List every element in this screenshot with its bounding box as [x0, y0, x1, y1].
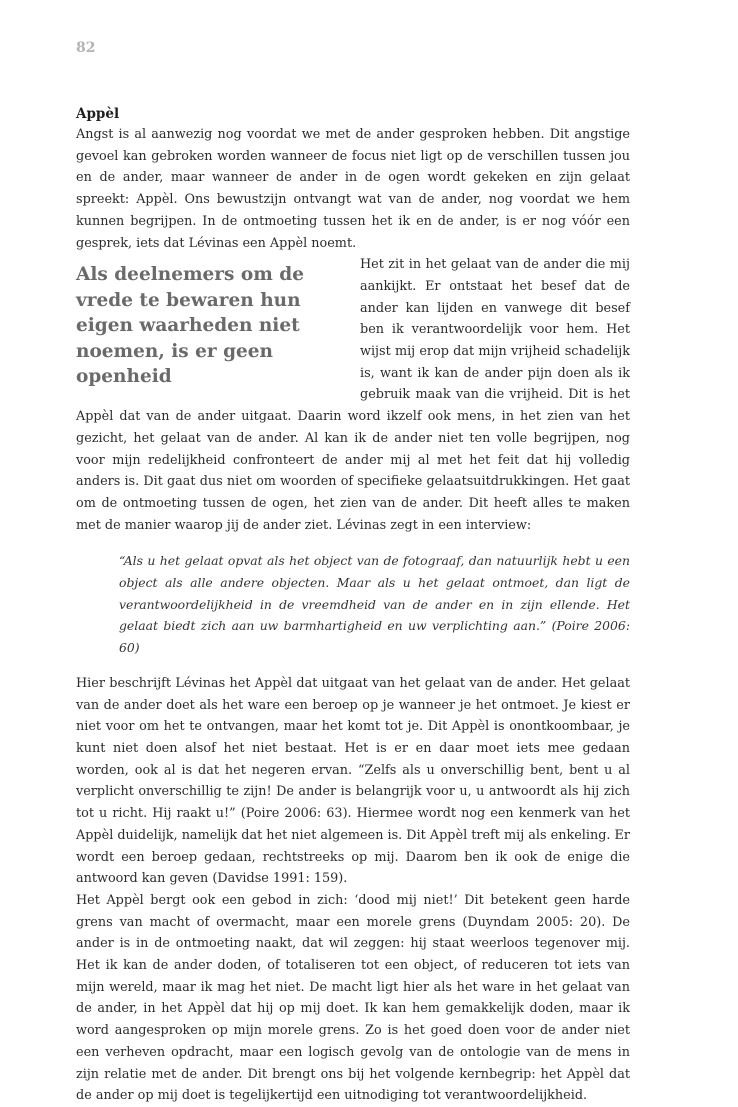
pull-quote: Als deelnemers om de vrede te bewaren hun eigen waarheden niet noemen, is er geen openheid [76, 264, 304, 388]
paragraph-gebod: Het Appèl bergt ook een gebod in zich: ‘dood mij niet!’ Dit betekent geen harde grens van macht of overmacht, maar een morele grens (Duyndam 2005: 20). De ander is in de ontmoeting naakt, dat wil zeggen: hij staat weerloos tegenover mij. Het ik kan de ander doden, of totaliseren tot een object, of reduceren tot iets van mijn wereld, maar ik mag het niet. De macht ligt hier als het ware in het gelaat van de ander, in het Appèl dat hij op mij doet. Ik kan hem gemakkelijk doden, maar ik word aangesproken op mijn morele grens. Zo is het goed doen voor de ander niet een verheven opdracht, maar een logisch gevolg van de ontologie van de mens in zijn relatie met de ander. Dit brengt ons bij het volgende kernbegrip: het Appèl dat de ander op mij doet is tegelijkertijd een uitnodiging tot verantwoordelijkheid. [76, 892, 630, 1104]
interview-quote: “Als u het gelaat opvat als het object van de fotograaf, dan natuurlijk hebt u een object als alle andere objecten. Maar als u het gelaat ontmoet, dan ligt de verantwoordelijkheid in de vreemdheid van de ander en in zijn ellende. Het gelaat biedt zich aan uw barmhartigheid en uw verplichting aan.” (Poire 2006: 60) [119, 553, 630, 656]
pull-quote-block [76, 254, 630, 536]
paragraph-appel-description: Hier beschrijft Lévinas het Appèl dat uitgaat van het gelaat van de ander. Het gelaat van de ander doet als het ware een beroep op je wanneer je het ontmoet. Je kiest er niet voor om het te ontvangen, maar het komt tot je. Dit Appèl is onontkoombaar, je kunt niet doen alsof het niet bestaat. Het is er en daar moet iets mee gedaan worden, ook al is dat het negeren ervan. “Zelfs als u onverschillig bent, bent u al verplicht onverschillig te zijn! De ander is belangrijk voor u, u antwoordt als hij zich tot u richt. Hij raakt u!” (Poire 2006: 63). Hiermee wordt nog een kenmerk van het Appèl duidelijk, namelijk dat het niet algemeen is. Dit Appèl treft mij als enkeling. Er wordt een beroep gedaan, rechtstreeks op mij. Daarom ben ik ook de enige die antwoord kan geven (Davidse 1991: 159). [76, 675, 630, 887]
paragraph-gelaat: Het zit in het gelaat van de ander die mij aankijkt. Er ontstaat het besef dat de ander kan lijden en vanwege dit besef ben ik verantwoordelijk voor hem. Het wijst mij erop dat mijn vrijheid schadelijk is, want ik kan de ander pijn doen als ik gebruik maak van die vrijheid. Dit is het Appèl dat van de ander uitgaat. Daarin word ikzelf ook mens, in het zien van het gezicht, het gelaat van de ander. Al kan ik de ander niet ten volle begrijpen, nog voor mijn redelijkheid confronteert de ander mij al met het feit dat hij volledig anders is. Dit gaat dus niet om woorden of specifieke gelaatsuitdrukkingen. Het gaat om de ontmoeting tussen de ogen, het zien van de ander. Dit heeft alles te maken met de manier waarop jij de ander ziet. Lévinas zegt in een interview: [76, 257, 630, 533]
paragraph-intro: Angst is al aanwezig nog voordat we met de ander gesproken hebben. Dit angstige gevoel kan gebroken worden wanneer de focus niet ligt op de verschillen tussen jou en de ander, maar wanneer de ander in de ogen wordt gekeken en zijn gelaat spreekt: Appèl. Ons bewustzijn ontvangt wat van de ander, nog voordat we hem kunnen begrijpen. In de ontmoeting tussen het ik en de ander, is er nog vóór een gesprek, iets dat Lévinas een Appèl noemt. [76, 127, 630, 251]
page-number: 82 [76, 40, 96, 56]
section-heading: Appèl [76, 106, 120, 122]
page-content [76, 104, 630, 1107]
